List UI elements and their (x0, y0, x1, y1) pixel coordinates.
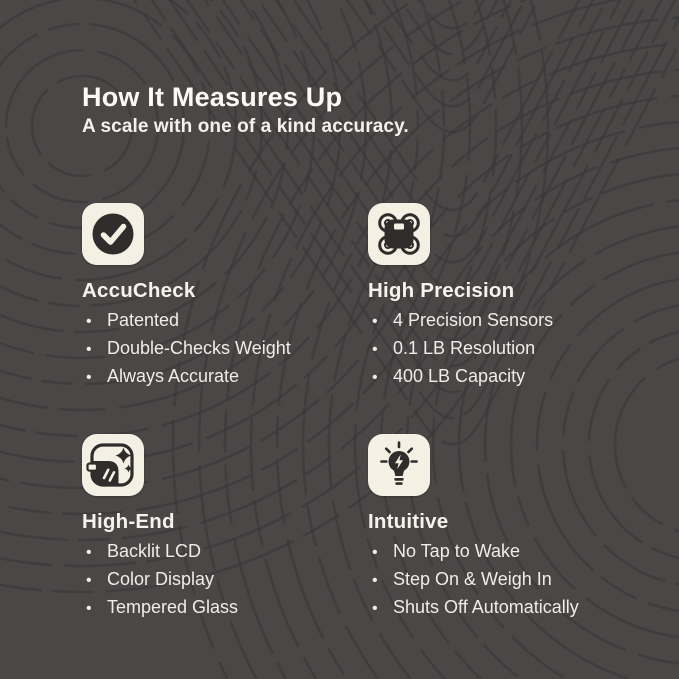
bullet-text: Color Display (107, 569, 215, 589)
bullet-text: 0.1 LB Resolution (393, 338, 536, 358)
bullet-item (368, 594, 660, 622)
bullet-dot: • (86, 572, 92, 589)
bullet-dot: • (372, 341, 378, 358)
feature-card-high-end (82, 434, 368, 622)
bullet-item (82, 307, 368, 335)
feature-title: High-End (82, 510, 175, 533)
bullet-dot: • (372, 544, 378, 561)
bullet-item (82, 538, 368, 566)
feature-grid (82, 203, 660, 622)
bullet-item (82, 594, 368, 622)
bullet-dot: • (86, 544, 92, 561)
feature-bullets (368, 538, 660, 622)
bullet-dot: • (372, 313, 378, 330)
bullet-text: Tempered Glass (107, 597, 239, 617)
page-header (82, 82, 409, 139)
bullet-text: 400 LB Capacity (393, 366, 526, 386)
page-title: How It Measures Up (82, 82, 343, 112)
bullet-text: Double-Checks Weight (107, 338, 291, 358)
feature-card-intuitive (368, 434, 660, 622)
feature-bullets (368, 307, 660, 391)
feature-title: Intuitive (368, 510, 449, 533)
bullet-text: Step On & Weigh In (393, 569, 552, 589)
bullet-item (368, 566, 660, 594)
check-icon (82, 203, 144, 265)
bullet-dot: • (86, 600, 92, 617)
feature-bullets (82, 307, 368, 391)
bullet-dot: • (86, 369, 92, 386)
bullet-dot: • (86, 313, 92, 330)
bullet-item (368, 335, 660, 363)
bullet-text: Backlit LCD (107, 541, 202, 561)
lightbulb-icon (368, 434, 430, 496)
feature-title: AccuCheck (82, 279, 196, 302)
bullet-text: Shuts Off Automatically (393, 597, 579, 617)
bullet-item (82, 335, 368, 363)
feature-card-high-precision (368, 203, 660, 434)
screen-sparkle-icon (82, 434, 144, 496)
scale-sensors-icon (368, 203, 430, 265)
bullet-item (368, 363, 660, 391)
bullet-text: No Tap to Wake (393, 541, 521, 561)
bullet-dot: • (86, 341, 92, 358)
bullet-dot: • (372, 572, 378, 589)
bullet-text: Always Accurate (107, 366, 240, 386)
bullet-item (368, 538, 660, 566)
bullet-dot: • (372, 600, 378, 617)
bullet-item (82, 363, 368, 391)
page-subtitle: A scale with one of a kind accuracy. (82, 116, 409, 137)
feature-card-accucheck (82, 203, 368, 434)
bullet-item (368, 307, 660, 335)
bullet-text: Patented (107, 310, 180, 330)
bullet-text: 4 Precision Sensors (393, 310, 554, 330)
feature-bullets (82, 538, 368, 622)
bullet-item (82, 566, 368, 594)
bullet-dot: • (372, 369, 378, 386)
feature-title: High Precision (368, 279, 515, 302)
